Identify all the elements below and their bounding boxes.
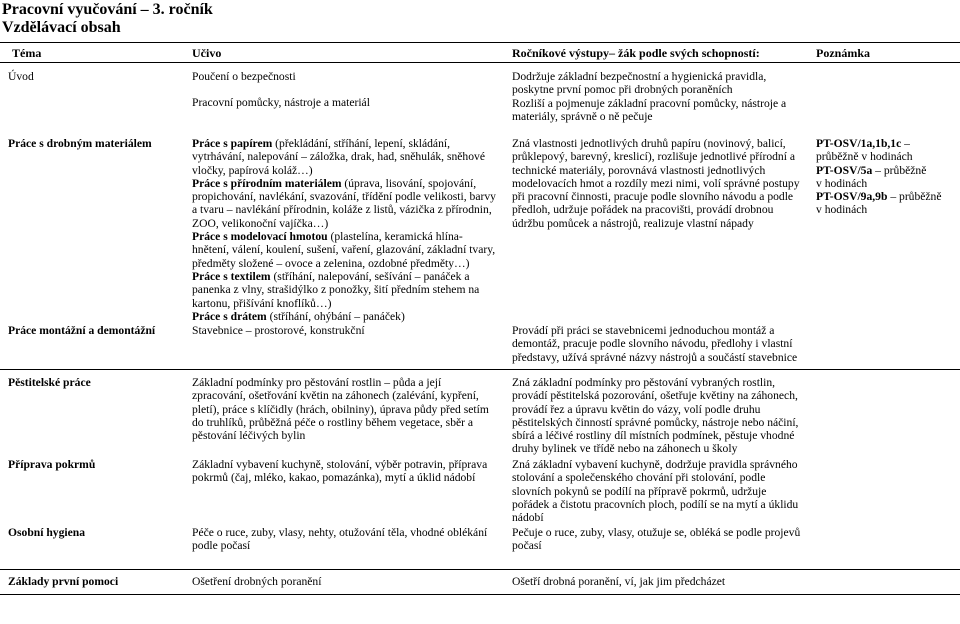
row-hygiena-ucivo: Péče o ruce, zuby, vlasy, nehty, otužování těla, vhodné oblékání podle počasí bbox=[192, 526, 488, 553]
row-drobny-ucivo: Práce s papírem (překládání, stříhání, lepení, skládání, vytrhávání, nalepování – záložka, drak, had, sněhulák, sněhové vločky, papírová koláž…) Práce s přírodním materiálem (úprava, lisování, spojování, propichování, navlékání, svazování, třídění podle velikosti, barvy a tvaru – navlékání přírodnin, koláže z listů, vázička z přírodnin, ZOO, velikonoční vajíčka…) Práce s modelovací hmotou (plastelína, keramická hlína- hnětení, válení, koulení, sušení, vaření, glazování, základní tvary, předměty složené – ovoce a zelenina, ozdobné předměty…) Práce s textilem (stříhání, nalepování, sešívání – panáček a panenka z vlny, strašidýlko z ponožky, šití předním stehem na kartonu, přišívání knoflíků…) Práce s drátem (stříhání, ohýbání – panáček) bbox=[192, 137, 496, 323]
row-prvni-pomoc-vystupy: Ošetří drobná poranění, ví, jak jim předcházet bbox=[512, 575, 726, 588]
header-tema: Téma bbox=[12, 46, 42, 60]
row-hygiena-tema: Osobní hygiena bbox=[8, 526, 85, 539]
row-drobny-vystupy: Zná vlastnosti jednotlivých druhů papíru (novinový, balicí, průklepový, barevný, kreslicí), rozlišuje jednotlivé přírodní a technické materiály, porovnává vlastnosti jednotlivých modelovacích hmot a rozdíly mezi nimi, volí správné postupy při pracovní činnosti, pracuje podle slovního návodu a podle předloh, udržuje pořádek na pracovišti, provádí drobnou údržbu pomůcek a nástrojů, realizuje vlastní nápady bbox=[512, 137, 800, 230]
row-pestitelske-ucivo: Základní podmínky pro pěstování rostlin – půda a její zpracování, ošetřování květin na záhonech (zalévání, kypření, pletí), práce s klíčidly (hrách, obilniny), úprava půdy před setím do truhlíků, průběžná péče o rostliny během vegetace, sběr a pěstování léčivých bylin bbox=[192, 376, 489, 443]
row-uvod-ucivo: Poučení o bezpečnosti Pracovní pomůcky, nástroje a materiál bbox=[192, 70, 370, 110]
row-uvod-tema: Úvod bbox=[8, 70, 34, 83]
header-poznamka: Poznámka bbox=[816, 46, 870, 60]
row-prvni-pomoc-ucivo: Ošetření drobných poranění bbox=[192, 575, 322, 588]
row-pokrmy-ucivo: Základní vybavení kuchyně, stolování, výběr potravin, příprava pokrmů (čaj, mléko, kakao, pomazánka), mytí a úklid nádobí bbox=[192, 458, 488, 485]
page-title: Pracovní vyučování – 3. ročník bbox=[2, 1, 213, 18]
header-vystupy: Ročníkové výstupy– žák podle svých schopností: bbox=[512, 46, 760, 60]
table-bottom-border bbox=[0, 594, 960, 595]
page-subtitle: Vzdělávací obsah bbox=[2, 19, 121, 36]
header-bottom-border bbox=[0, 62, 960, 63]
row-pokrmy-tema: Příprava pokrmů bbox=[8, 458, 96, 471]
row-uvod-vystupy: Dodržuje základní bezpečnostní a hygienická pravidla, poskytne první pomoc při drobných poraněních Rozliší a pojmenuje základní pracovní pomůcky, nástroje a materiály, správně o ně pečuje bbox=[512, 70, 787, 123]
header-ucivo: Učivo bbox=[192, 46, 222, 60]
row-divider bbox=[0, 569, 960, 570]
row-montazni-tema: Práce montážní a demontážní bbox=[8, 324, 156, 337]
row-pestitelske-vystupy: Zná základní podmínky pro pěstování vybraných rostlin, provádí pěstitelská pozorování, ošetřuje květiny na záhonech, provádí řez a úpravu květin do vázy, volí podle druhu pěstitelských činností správné pomůcky, nástroje nebo náčiní, sbírá a léčivé rostliny díl místních podmínek, pěstuje vhodné druhy bylinek ve třídě nebo na záhonech u školy bbox=[512, 376, 799, 456]
row-divider bbox=[0, 369, 960, 370]
row-montazni-vystupy: Provádí při práci se stavebnicemi jednoduchou montáž a demontáž, pracuje podle slovního návodu, předlohy i vlastní představy, užívá správné názvy nástrojů a součástí stavebnice bbox=[512, 324, 798, 364]
row-montazni-ucivo: Stavebnice – prostorové, konstrukční bbox=[192, 324, 365, 337]
row-drobny-tema: Práce s drobným materiálem bbox=[8, 137, 152, 150]
row-prvni-pomoc-tema: Základy první pomoci bbox=[8, 575, 119, 588]
row-hygiena-vystupy: Pečuje o ruce, zuby, vlasy, otužuje se, obléká se podle projevů počasí bbox=[512, 526, 801, 553]
row-drobny-poznamka: PT-OSV/1a,1b,1c – průběžně v hodinách PT-OSV/5a – průběžně v hodinách PT-OSV/9a,9b – průběžně v hodinách bbox=[816, 137, 942, 217]
header-top-border bbox=[0, 42, 960, 43]
row-pestitelske-tema: Pěstitelské práce bbox=[8, 376, 91, 389]
row-pokrmy-vystupy: Zná základní vybavení kuchyně, dodržuje pravidla správného stolování a společenského chování při stolování, podle slovních pokynů se podílí na přípravě pokrmů, udržuje pořádek a čistotu pracovních ploch, podílí se na mytí a úklidu nádobí bbox=[512, 458, 799, 525]
